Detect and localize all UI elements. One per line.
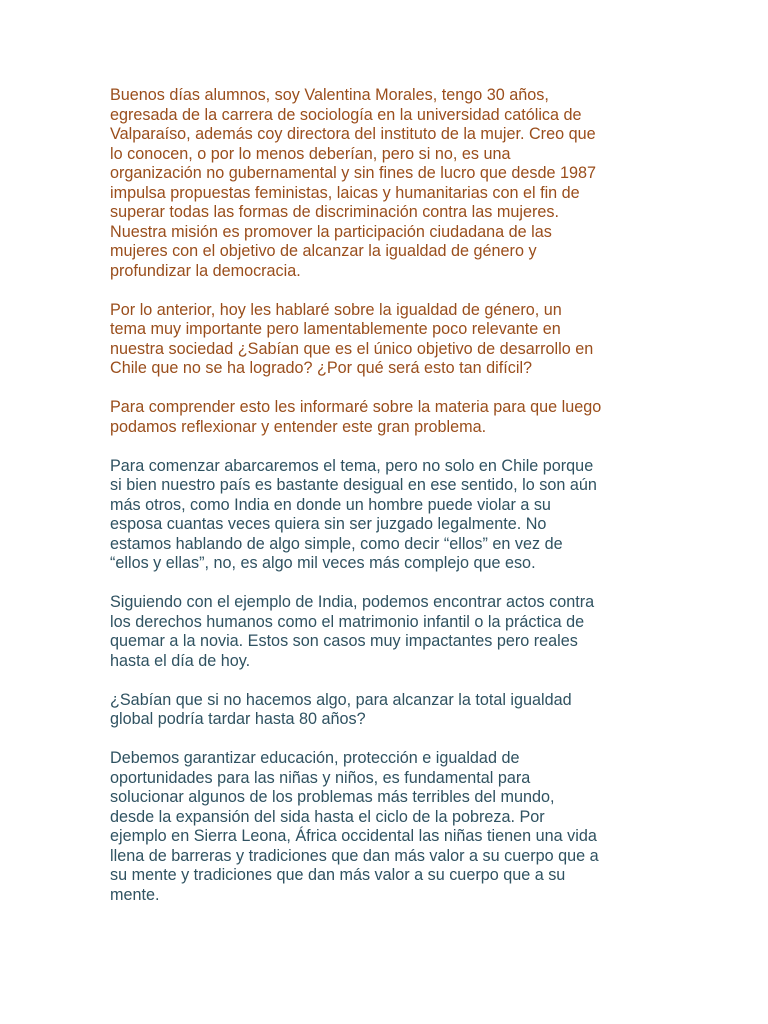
text-line: Debemos garantizar educación, protección e igualdad de [110,749,520,767]
text-line: si bien nuestro país es bastante desigual en ese sentido, lo son aún [110,476,597,494]
text-line: organización no gubernamental y sin fines de lucro que desde 1987 [110,164,596,182]
text-line: Valparaíso, además coy directora del instituto de la mujer. Creo que [110,125,596,143]
paragraph-5 [110,593,670,671]
text-line: Chile que no se ha logrado? ¿Por qué será esto tan difícil? [110,359,533,377]
text-line: egresada de la carrera de sociología en la universidad católica de [110,105,582,124]
text-line: impulsa propuestas feministas, laicas y humanitarias con el fin de [110,183,580,202]
text-line: Siguiendo con el ejemplo de India, podemos encontrar actos contra [110,593,595,611]
text-line: podamos reflexionar y entender este gran problema. [110,417,487,436]
text-line: lo conocen, o por lo menos deberían, pero si no, es una [110,144,511,163]
text-line: Por lo anterior, hoy les hablaré sobre la igualdad de género, un [110,300,562,319]
text-line: nuestra sociedad ¿Sabían que es el único objetivo de desarrollo en [110,339,594,358]
paragraph-2 [110,301,670,379]
text-line: solucionar algunos de los problemas más terribles del mundo, [110,788,555,806]
text-line: tema muy importante pero lamentablemente poco relevante en [110,320,561,338]
text-line: Para comenzar abarcaremos el tema, pero no solo en Chile porque [110,456,594,475]
text-line: oportunidades para las niñas y niños, es fundamental para [110,768,531,787]
text-line: más otros, como India en donde un hombre puede violar a su [110,495,551,514]
text-line: Nuestra misión es promover la participación ciudadana de las [110,222,552,241]
text-line: desde la expansión del sida hasta el ciclo de la pobreza. Por [110,807,545,826]
text-line: estamos hablando de algo simple, como decir “ellos” en vez de [110,534,563,553]
text-line: llena de barreras y tradiciones que dan más valor a su cuerpo que a [110,846,599,865]
text-line: Para comprender esto les informaré sobre la materia para que luego [110,398,602,416]
text-line: esposa cuantas veces quiera sin ser juzgado legalmente. No [110,515,547,533]
text-line: mente. [110,885,160,904]
paragraph-3 [110,398,670,437]
text-line: los derechos humanos como el matrimonio infantil o la práctica de [110,612,585,631]
text-line: quemar a la novia. Estos son casos muy impactantes pero reales [110,632,578,650]
document-page [110,86,670,925]
text-line: ejemplo en Sierra Leona, África occidental las niñas tienen una vida [110,827,597,845]
paragraph-4 [110,457,670,574]
text-line: Buenos días alumnos, soy Valentina Morales, tengo 30 años, [110,86,549,104]
text-line: ¿Sabían que si no hacemos algo, para alcanzar la total igualdad [110,690,572,709]
text-line: profundizar la democracia. [110,261,301,280]
text-line: “ellos y ellas”, no, es algo mil veces más complejo que eso. [110,554,536,572]
paragraph-7 [110,749,670,905]
text-line: global podría tardar hasta 80 años? [110,710,366,728]
paragraph-6 [110,691,670,730]
text-line: mujeres con el objetivo de alcanzar la igualdad de género y [110,242,537,260]
paragraph-1 [110,86,670,281]
text-line: superar todas las formas de discriminación contra las mujeres. [110,203,559,221]
text-line: su mente y tradiciones que dan más valor a su cuerpo que a su [110,866,566,884]
text-line: hasta el día de hoy. [110,651,251,670]
